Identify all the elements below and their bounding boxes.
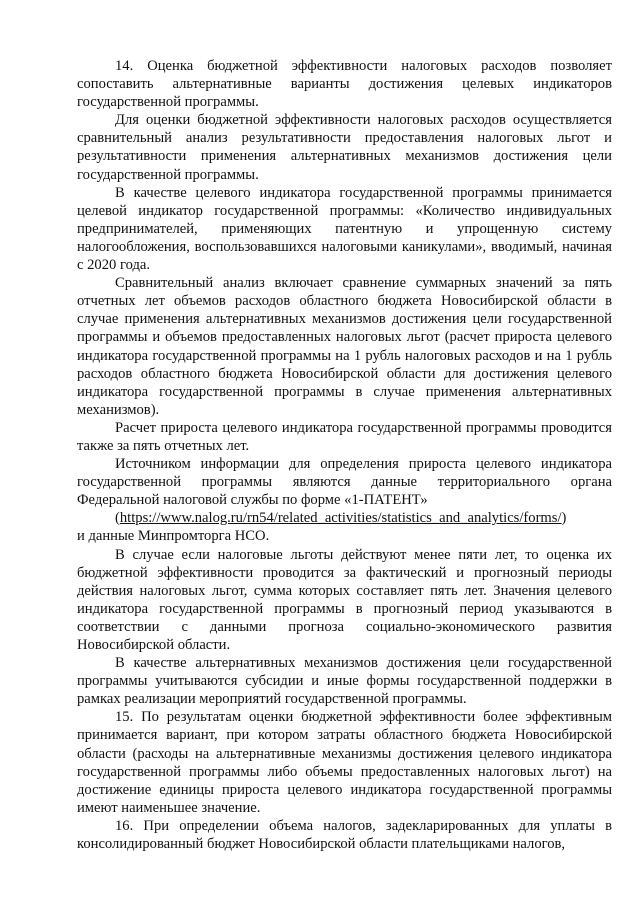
paragraph-growth-calculation: Расчет прироста целевого индикатора государственной программы проводится также за пять отчетных лет. bbox=[77, 419, 612, 454]
paragraph-comparative-analysis: Сравнительный анализ включает сравнение суммарных значений за пять отчетных лет объемов расходов областного бюджета Новосибирской области в случае применения альтернативных механизмов достижения цели государственной программы и объемов предоставленных налоговых льгот (расчет прироста целевого индикатора государственной программы на 1 рубль налоговых расходов и на 1 рубль расходов областного бюджета Новосибирской области для достижения целевого индикатора государственной программы в случае применения альтернативных механизмов). bbox=[77, 275, 612, 418]
paragraph-16: 16. При определении объема налогов, задекларированных для уплаты в консолидированный бюджет Новосибирской области плательщиками налогов, bbox=[77, 817, 612, 853]
paragraph-comparative-analysis-purpose: Для оценки бюджетной эффективности налоговых расходов осуществляется сравнительный анализ результативности предоставления налоговых льгот и результативности применения альтернативных механизмов достижения цели государственной программы. bbox=[77, 112, 612, 183]
nalog-source-link[interactable]: https://www.nalog.ru/rn54/related_activities/statistics_and_analytics/forms/ bbox=[119, 510, 562, 527]
paragraph-minpromtorg: и данные Минпромторга НСО. bbox=[77, 528, 270, 545]
paragraph-14: 14. Оценка бюджетной эффективности налоговых расходов позволяет сопоставить альтернативные варианты достижения целевых индикаторов государственной программы. bbox=[77, 58, 612, 111]
paragraph-information-source: Источником информации для определения прироста целевого индикатора государственной программы являются данные территориального органа Федеральной налоговой службы по форме «1-ПАТЕНТ» bbox=[77, 456, 612, 509]
paragraph-15: 15. По результатам оценки бюджетной эффективности более эффективным принимается вариант, при котором затраты областного бюджета Новосибирской области (расходы на альтернативные механизмы достижения целевого индикатора государственной программы либо объемы предоставленных налоговых льгот) на достижение единицы прироста целевого индикатора государственной программы имеют наименьшее значение. bbox=[77, 709, 612, 816]
paragraph-alternative-mechanisms: В качестве альтернативных механизмов достижения цели государственной программы учитываются субсидии и иные формы государственной поддержки в рамках реализации мероприятий государственной программы. bbox=[77, 655, 612, 708]
link-open-paren: ( bbox=[115, 510, 120, 527]
document-page bbox=[77, 57, 612, 853]
source-link-line bbox=[77, 509, 612, 527]
paragraph-target-indicator: В качестве целевого индикатора государственной программы принимается целевой индикатор государственной программы: «Количество индивидуальных предпринимателей, применяющих патентную и упрощенную систему налогообложения, воспользовавшихся налоговыми каникулами», вводимый, начиная с 2020 года. bbox=[77, 184, 612, 274]
link-close-paren: ) bbox=[561, 510, 567, 527]
paragraph-less-than-five-years: В случае если налоговые льготы действуют менее пяти лет, то оценка их бюджетной эффективности проводится за фактический и прогнозный периоды действия налоговых льгот, сумма которых составляет пять лет. Значения целевого индикатора государственной программы в прогнозный период указываются в соответствии с данными прогноза социально-экономического развития Новосибирской области. bbox=[77, 546, 612, 653]
